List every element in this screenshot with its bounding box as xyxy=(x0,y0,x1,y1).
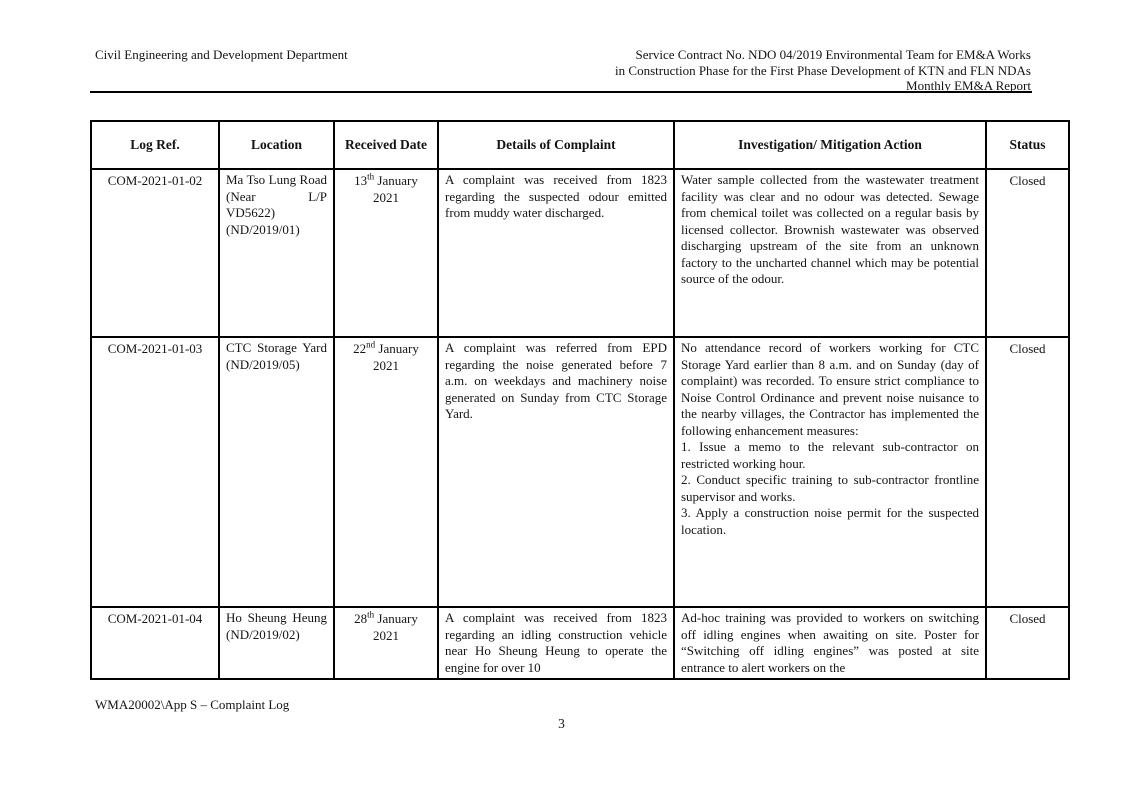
cell-received-date xyxy=(334,337,438,607)
date-day: 22 xyxy=(353,341,367,356)
report-title-block xyxy=(615,47,1031,94)
cell-details: A complaint was referred from EPD regarding the noise generated before 7 a.m. on weekdays and machinery noise generated on Sunday from CTC Storage Yard. xyxy=(438,337,674,607)
project-title-line: in Construction Phase for the First Phase Development of KTN and FLN NDAs xyxy=(615,62,1031,78)
cell-status: Closed xyxy=(986,337,1069,607)
report-type-line: Monthly EM&A Report xyxy=(906,78,1031,93)
cell-investigation xyxy=(674,607,986,679)
table-header-row xyxy=(91,121,1069,169)
investigation-paragraph: Water sample collected from the wastewater treatment facility was clear and no odour was detected. Sewage from chemical toilet was collected on a regular basis by licensed collector. Brownish wastewater was observed discharging upstream of the site from an unknown factory to the uncharted channel which may be potential source of the odour. xyxy=(681,172,979,286)
cell-status: Closed xyxy=(986,607,1069,679)
cell-investigation xyxy=(674,337,986,607)
cell-location: CTC Storage Yard (ND/2019/05) xyxy=(219,337,334,607)
date-ordinal: th xyxy=(367,171,375,182)
date-ordinal: th xyxy=(367,609,375,620)
cell-log-ref: COM-2021-01-04 xyxy=(91,607,219,679)
cell-status: Closed xyxy=(986,169,1069,337)
col-header-status: Status xyxy=(986,121,1069,169)
col-header-received-date: Received Date xyxy=(334,121,438,169)
col-header-investigation: Investigation/ Mitigation Action xyxy=(674,121,986,169)
cell-location: Ho Sheung Heung (ND/2019/02) xyxy=(219,607,334,679)
date-day: 13 xyxy=(354,173,368,188)
cell-details: A complaint was received from 1823 regarding an idling construction vehicle near Ho Sheung Heung to operate the engine for over 10 xyxy=(438,607,674,679)
table-row xyxy=(91,169,1069,337)
cell-log-ref: COM-2021-01-03 xyxy=(91,337,219,607)
cell-details: A complaint was received from 1823 regarding the suspected odour emitted from muddy water discharged. xyxy=(438,169,674,337)
investigation-measure-3: 3. Apply a construction noise permit for the suspected location. xyxy=(681,505,979,537)
date-month-year: January 2021 xyxy=(373,341,419,373)
date-month-year: January 2021 xyxy=(373,173,418,205)
investigation-paragraph: No attendance record of workers working for CTC Storage Yard earlier than 8 a.m. and on Sunday (day of complaint) was recorded. To ensure strict compliance to Noise Control Ordinance and prevent noise nuisance to the nearby villages, the Contractor has implemented the following enhancement measures: xyxy=(681,340,979,438)
cell-location: Ma Tso Lung Road (Near L/P VD5622) (ND/2019/01) xyxy=(219,169,334,337)
document-reference: WMA20002\App S – Complaint Log xyxy=(95,697,290,712)
investigation-measure-1: 1. Issue a memo to the relevant sub-contractor on restricted working hour. xyxy=(681,439,979,471)
cell-investigation xyxy=(674,169,986,337)
table-row xyxy=(91,607,1069,679)
header-divider xyxy=(90,91,1032,93)
department-title: Civil Engineering and Development Department xyxy=(95,47,348,62)
col-header-log-ref: Log Ref. xyxy=(91,121,219,169)
page-number: 3 xyxy=(558,716,565,731)
cell-log-ref: COM-2021-01-02 xyxy=(91,169,219,337)
cell-received-date xyxy=(334,169,438,337)
complaint-log-table xyxy=(90,120,1070,680)
date-month-year: January 2021 xyxy=(373,611,418,643)
date-day: 28 xyxy=(354,611,368,626)
cell-received-date xyxy=(334,607,438,679)
col-header-details: Details of Complaint xyxy=(438,121,674,169)
investigation-paragraph: Ad-hoc training was provided to workers on switching off idling engines when awaiting on site. Poster for “Switching off idling engines” was posted at site entrance to alert workers on the xyxy=(681,610,979,675)
col-header-location: Location xyxy=(219,121,334,169)
investigation-measure-2: 2. Conduct specific training to sub-contractor frontline supervisor and works. xyxy=(681,472,979,504)
table-row xyxy=(91,337,1069,607)
date-ordinal: nd xyxy=(366,339,376,350)
contract-title-line: Service Contract No. NDO 04/2019 Environmental Team for EM&A Works xyxy=(635,47,1031,62)
